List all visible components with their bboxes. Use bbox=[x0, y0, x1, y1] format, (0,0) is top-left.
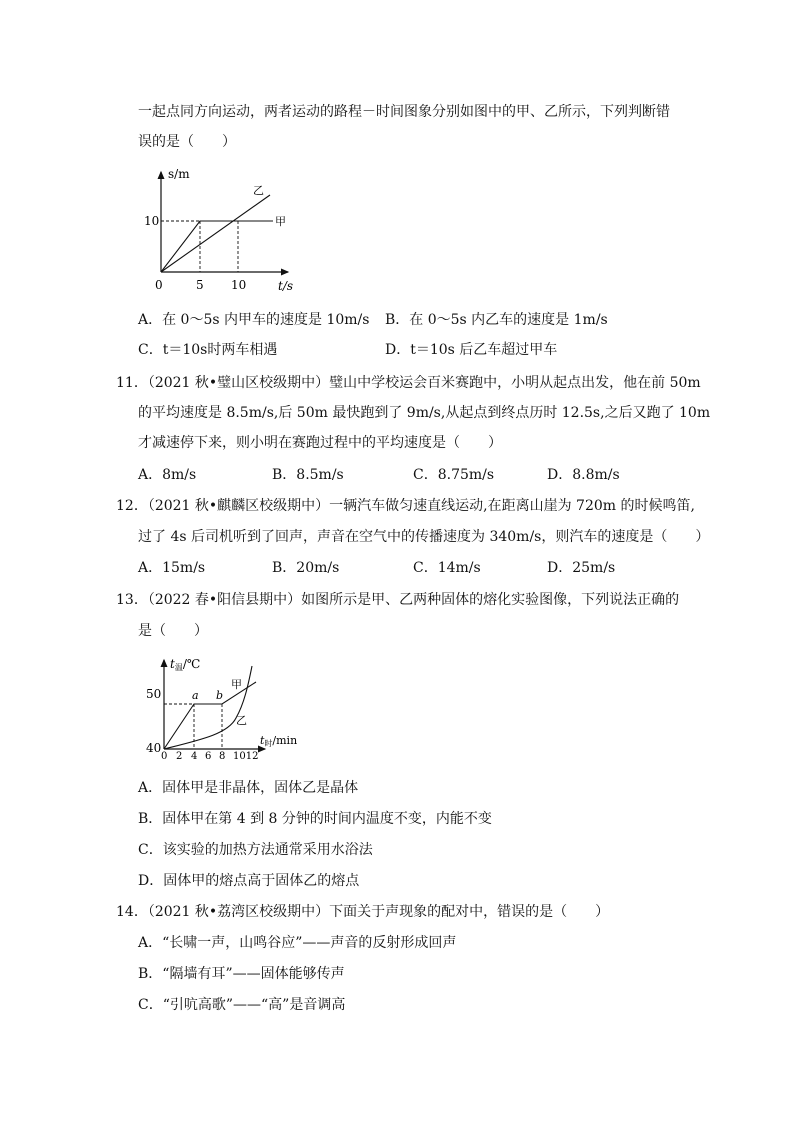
q10-label-jia: 甲 bbox=[275, 215, 286, 228]
q10-option-c[interactable]: C．t＝10s时两车相遇 bbox=[138, 342, 278, 358]
q13-x-tick-1012: 1012 bbox=[233, 751, 259, 760]
q10-origin: 0 bbox=[155, 278, 163, 292]
q13-x-label: t时/min bbox=[260, 734, 298, 748]
q13-label-yi: 乙 bbox=[236, 714, 247, 727]
q14-stem-line1: 14．（2021 秋•荔湾区校级期中）下面关于声现象的配对中，错误的是（ ） bbox=[116, 904, 610, 920]
q10-y-tick: 10 bbox=[144, 214, 160, 228]
q12-option-a[interactable]: A．15m/s bbox=[138, 560, 206, 576]
q11-stem-line1: 11．（2021 秋•璧山区校级期中）璧山中学校运会百米赛跑中，小明从起点出发，他在前 50m bbox=[116, 375, 701, 391]
q11-stem-line2: 的平均速度是 8.5m/s,后 50m 最快跑到了 9m/s,从起点到终点历时 12.5s,之后又跑了 10m bbox=[138, 405, 711, 421]
q11-stem-line3: 才减速停下来，则小明在赛跑过程中的平均速度是（ ） bbox=[138, 435, 502, 451]
q12-option-c[interactable]: C．14m/s bbox=[413, 560, 481, 576]
q12-stem-line1: 12．（2021 秋•麒麟区校级期中）一辆汽车做匀速直线运动,在距离山崖为 720m 的时候鸣笛, bbox=[116, 498, 695, 514]
q13-label-jia: 甲 bbox=[231, 678, 242, 691]
q13-point-b: b bbox=[216, 689, 224, 702]
q10-option-d[interactable]: D．t＝10s 后乙车超过甲车 bbox=[385, 342, 558, 358]
q13-stem-line2: 是（ ） bbox=[138, 623, 208, 639]
q13-stem-line1: 13．（2022 春•阳信县期中）如图所示是甲、乙两种固体的熔化实验图像，下列说法正确的 bbox=[116, 592, 680, 608]
q12-stem-line2: 过了 4s 后司机听到了回声，声音在空气中的传播速度为 340m/s，则汽车的速度是（ ） bbox=[138, 529, 710, 545]
q10-option-a[interactable]: A．在 0～5s 内甲车的速度是 10m/s bbox=[138, 312, 370, 328]
q10-y-label: s/m bbox=[168, 167, 190, 181]
q13-y-label: t温/℃ bbox=[170, 657, 201, 672]
q13-graph bbox=[140, 648, 310, 760]
q13-x-tick-0: 0 bbox=[161, 751, 168, 760]
q10-stem-line2: 误的是（ ） bbox=[138, 134, 236, 150]
q10-x-tick-5: 5 bbox=[196, 278, 204, 292]
q13-x-tick-4: 4 bbox=[191, 751, 198, 760]
q13-option-b[interactable]: B．固体甲在第 4 到 8 分钟的时间内温度不变，内能不变 bbox=[138, 811, 492, 827]
q12-option-d[interactable]: D．25m/s bbox=[547, 560, 616, 576]
q13-option-d[interactable]: D．固体甲的熔点高于固体乙的熔点 bbox=[138, 873, 360, 889]
q14-option-c[interactable]: C．“引吭高歌”——“高”是音调高 bbox=[138, 997, 346, 1013]
q13-option-c[interactable]: C．该实验的加热方法通常采用水浴法 bbox=[138, 842, 373, 858]
q12-option-b[interactable]: B．20m/s bbox=[272, 560, 340, 576]
q10-stem-line1: 一起点同方向运动，两者运动的路程－时间图象分别如图中的甲、乙所示，下列判断错 bbox=[138, 104, 670, 120]
q13-y-tick-50: 50 bbox=[146, 687, 162, 701]
q13-y-tick-40: 40 bbox=[146, 741, 162, 755]
q13-x-tick-6: 6 bbox=[205, 751, 212, 760]
q13-option-a[interactable]: A．固体甲是非晶体，固体乙是晶体 bbox=[138, 780, 359, 796]
q10-label-yi: 乙 bbox=[253, 184, 264, 197]
q14-option-a[interactable]: A．“长啸一声，山鸣谷应”——声音的反射形成回声 bbox=[138, 935, 457, 951]
q10-graph bbox=[140, 162, 310, 297]
q13-x-tick-2: 2 bbox=[176, 751, 183, 760]
q14-option-b[interactable]: B．“隔墙有耳”——固体能够传声 bbox=[138, 966, 345, 982]
q10-line-jia bbox=[161, 221, 273, 272]
q11-option-a[interactable]: A．8m/s bbox=[138, 467, 197, 483]
q13-x-tick-8: 8 bbox=[219, 751, 226, 760]
q11-option-d[interactable]: D．8.8m/s bbox=[547, 467, 620, 483]
q10-option-b[interactable]: B．在 0～5s 内乙车的速度是 1m/s bbox=[385, 312, 608, 328]
q13-point-a: a bbox=[192, 689, 199, 702]
q10-x-tick-10: 10 bbox=[231, 278, 247, 292]
q11-option-b[interactable]: B．8.5m/s bbox=[272, 467, 344, 483]
q10-line-yi bbox=[161, 195, 270, 272]
q10-x-label: t/s bbox=[278, 279, 294, 293]
q11-option-c[interactable]: C．8.75m/s bbox=[413, 467, 495, 483]
